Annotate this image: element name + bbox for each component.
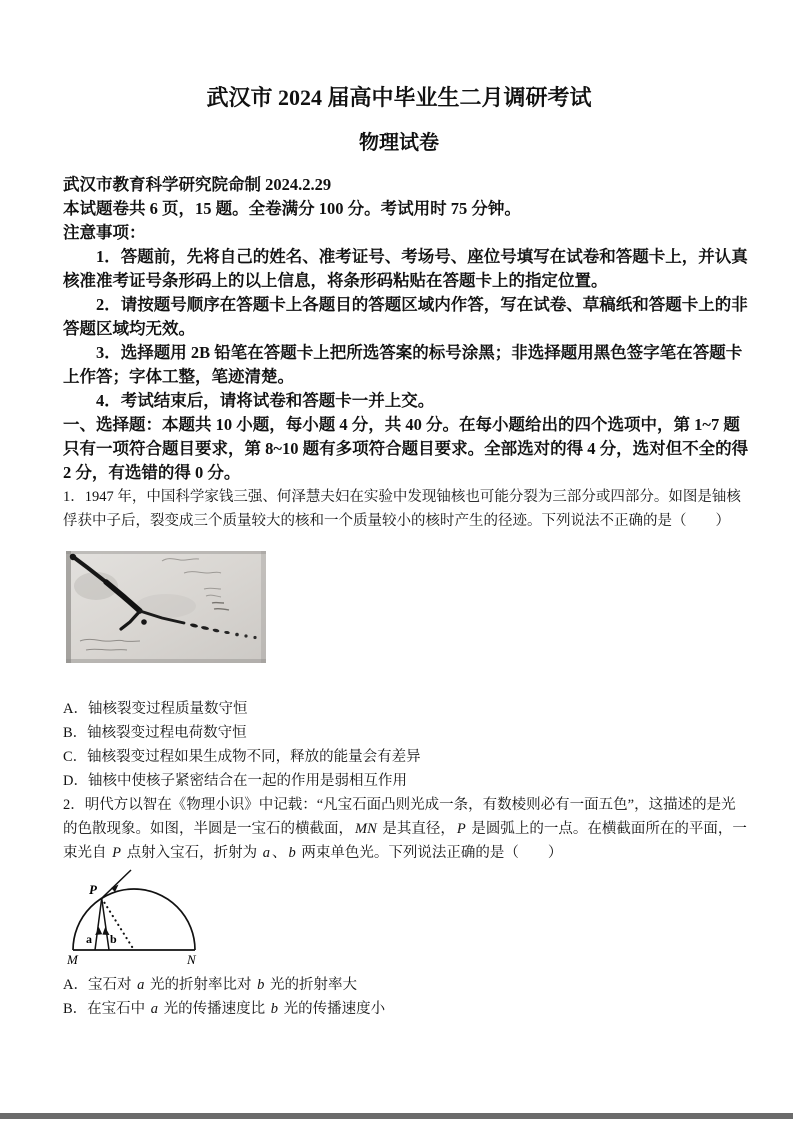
math-variable: P xyxy=(456,821,466,837)
text-segment: 光的传播速度比 xyxy=(160,1001,269,1017)
math-variable: b xyxy=(270,1001,279,1017)
text-segment: 是圆弧上的一点。在横截面所在的平面，一 xyxy=(467,821,747,837)
text-segment: 两束单色光。下列说法正确的是（ ） xyxy=(297,845,563,861)
gem-refraction-svg xyxy=(67,867,207,967)
issuer-line: 武汉市教育科学研究院命制 2024.2.29 xyxy=(63,175,332,194)
math-variable: P xyxy=(112,845,121,861)
math-variable: a xyxy=(150,1001,159,1017)
notice-line-2b: 答题区域均无效。 xyxy=(63,319,195,338)
text-segment: A．宝石对 xyxy=(63,977,136,993)
question-2-line-1: 2．明代方以智在《物理小识》中记载：“凡宝石面凸则光成一条，有数棱则必有一面五色”，这描述的是光 xyxy=(63,797,736,813)
text-segment: 光的折射率比对 xyxy=(146,977,256,993)
question-2-line-2 xyxy=(63,817,747,841)
question-1-line-2: 俘获中子后，裂变成三个质量较大的核和一个质量较小的核时产生的径迹。下列说法不正确的是（ ） xyxy=(63,513,730,529)
question-1-option-c: C．铀核裂变过程如果生成物不同，释放的能量会有差异 xyxy=(63,749,421,765)
label-P: P xyxy=(89,882,97,897)
label-N: N xyxy=(187,952,196,967)
question-1-option-b: B．铀核裂变过程电荷数守恒 xyxy=(63,725,247,741)
question-1-option-d: D．铀核中使核子紧密结合在一起的作用是弱相互作用 xyxy=(63,773,407,789)
paper-meta-line: 本试题卷共 6 页，15 题。全卷满分 100 分。考试用时 75 分钟。 xyxy=(63,199,521,218)
question-2-line-3 xyxy=(63,841,735,865)
section1-header-line-1: 一、选择题：本题共 10 小题，每小题 4 分，共 40 分。在每小题给出的四个选项中，第 1~7 题 xyxy=(63,415,740,434)
fission-track-photo-svg xyxy=(66,551,266,663)
math-variable: MN xyxy=(355,821,377,837)
notice-line-3b: 上作答；字体工整，笔迹清楚。 xyxy=(63,367,294,386)
question-2-option-b xyxy=(63,997,735,1021)
notice-line-1b: 核准准考证号条形码上的以上信息，将条形码粘贴在答题卡上的指定位置。 xyxy=(63,271,608,290)
math-variable: b xyxy=(288,845,296,861)
section1-header-line-2: 只有一项符合题目要求，第 8~10 题有多项符合题目要求。全部选对的得 4 分，选对但不全的得 xyxy=(63,439,749,458)
notice-line-1a: 1．答题前，先将自己的姓名、准考证号、考场号、座位号填写在试卷和答题卡上，并认真 xyxy=(96,247,748,266)
text-segment: 光的传播速度小 xyxy=(280,1001,386,1017)
text-segment: 是其直径， xyxy=(378,821,455,837)
text-segment: B．在宝石中 xyxy=(63,1001,149,1017)
text-segment: 光的折射率大 xyxy=(266,977,357,993)
math-variable: a xyxy=(262,845,270,861)
text-segment: 点射入宝石，折射为 xyxy=(122,845,261,861)
text-segment: 束光自 xyxy=(63,845,111,861)
question-2-option-a xyxy=(63,973,735,997)
paper-subtitle: 物理试卷 xyxy=(359,132,439,154)
text-segment: 的色散现象。如图，半圆是一宝石的横截面， xyxy=(63,821,353,837)
ray-b xyxy=(102,898,109,950)
section1-header-line-3: 2 分，有选错的得 0 分。 xyxy=(63,463,241,482)
gem-refraction-diagram xyxy=(67,867,207,967)
notice-line-4: 4．考试结束后，请将试卷和答题卡一并上交。 xyxy=(96,391,435,410)
text-segment: 、 xyxy=(271,845,287,861)
notice-heading: 注意事项： xyxy=(63,223,146,242)
math-variable: b xyxy=(257,977,265,993)
ray-a-arrowhead xyxy=(95,927,102,935)
notice-line-2a: 2．请按题号顺序在答题卡上各题目的答题区域内作答，写在试卷、草稿纸和答题卡上的非 xyxy=(96,295,748,314)
question-1-option-a: A．铀核裂变过程质量数守恒 xyxy=(63,701,248,717)
paper-title: 武汉市 2024 届高中毕业生二月调研考试 xyxy=(206,85,592,110)
math-variable: a xyxy=(137,977,145,993)
label-M: M xyxy=(67,952,78,967)
label-a: a xyxy=(86,932,92,946)
fission-track-photo xyxy=(66,551,266,663)
notice-line-3a: 3．选择题用 2B 铅笔在答题卡上把所选答案的标号涂黑；非选择题用黑色签字笔在答题卡 xyxy=(96,343,743,362)
question-1-line-1: 1．1947 年，中国科学家钱三强、何泽慧夫妇在实验中发现铀核也可能分裂为三部分或四部分。如图是铀核 xyxy=(63,489,741,505)
normal-dotted-line xyxy=(102,898,134,950)
incident-ray xyxy=(102,870,131,898)
label-b: b xyxy=(110,932,117,946)
ray-a xyxy=(95,898,102,950)
page-bottom-edge xyxy=(0,1113,793,1119)
